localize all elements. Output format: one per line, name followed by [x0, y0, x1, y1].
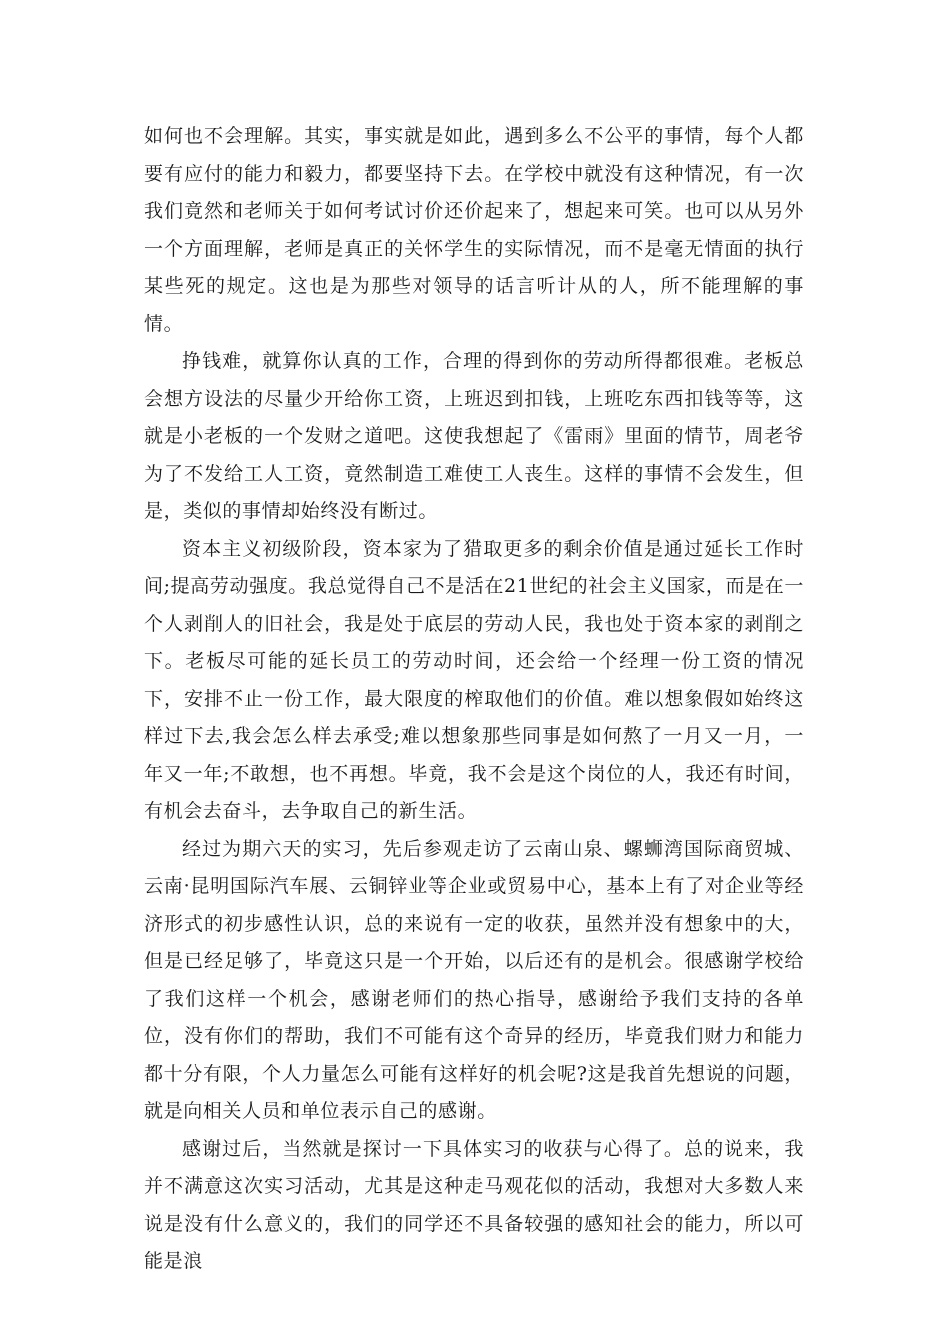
document-body — [144, 118, 804, 1281]
paragraph-2: 挣钱难，就算你认真的工作，合理的得到你的劳动所得都很难。老板总会想方设法的尽量少开给你工资，上班迟到扣钱，上班吃东西扣钱等等，这就是小老板的一个发财之道吧。这使我想起了《雷雨》里面的情节，周老爷为了不发给工人工资，竟然制造工难使工人丧生。这样的事情不会发生，但是，类似的事情却始终没有断过。 — [144, 350, 804, 522]
paragraph-5: 感谢过后，当然就是探讨一下具体实习的收获与心得了。总的说来，我并不满意这次实习活动，尤其是这种走马观花似的活动，我想对大多数人来说是没有什么意义的，我们的同学还不具备较强的感知社会的能力，所以可能是浪 — [144, 1137, 804, 1272]
paragraph-1: 如何也不会理解。其实，事实就是如此，遇到多么不公平的事情，每个人都要有应付的能力和毅力，都要坚持下去。在学校中就没有这种情况，有一次我们竟然和老师关于如何考试讨价还价起来了，想起来可笑。也可以从另外一个方面理解，老师是真正的关怀学生的实际情况，而不是毫无情面的执行某些死的规定。这也是为那些对领导的话言听计从的人，所不能理解的事情。 — [144, 125, 804, 335]
paragraph-3: 资本主义初级阶段，资本家为了猎取更多的剩余价值是通过延长工作时间;提高劳动强度。我总觉得自己不是活在21世纪的社会主义国家，而是在一个人剥削人的旧社会，我是处于底层的劳动人民，我也处于资本家的剥削之下。老板尽可能的延长员工的劳动时间，还会给一个经理一份工资的情况下，安排不止一份工作，最大限度的榨取他们的价值。难以想象假如始终这样过下去,我会怎么样去承受;难以想象那些同事是如何熬了一月又一月，一年又一年;不敢想，也不再想。毕竟，我不会是这个岗位的人，我还有时间，有机会去奋斗，去争取自己的新生活。 — [144, 537, 804, 822]
paragraph-4: 经过为期六天的实习，先后参观走访了云南山泉、螺蛳湾国际商贸城、云南·昆明国际汽车展、云铜锌业等企业或贸易中心，基本上有了对企业等经济形式的初步感性认识，总的来说有一定的收获，虽然并没有想象中的大，但是已经足够了，毕竟这只是一个开始，以后还有的是机会。很感谢学校给了我们这样一个机会，感谢老师们的热心指导，感谢给予我们支持的各单位，没有你们的帮助，我们不可能有这个奇异的经历，毕竟我们财力和能力都十分有限，个人力量怎么可能有这样好的机会呢?这是我首先想说的问题，就是向相关人员和单位表示自己的感谢。 — [144, 837, 804, 1122]
